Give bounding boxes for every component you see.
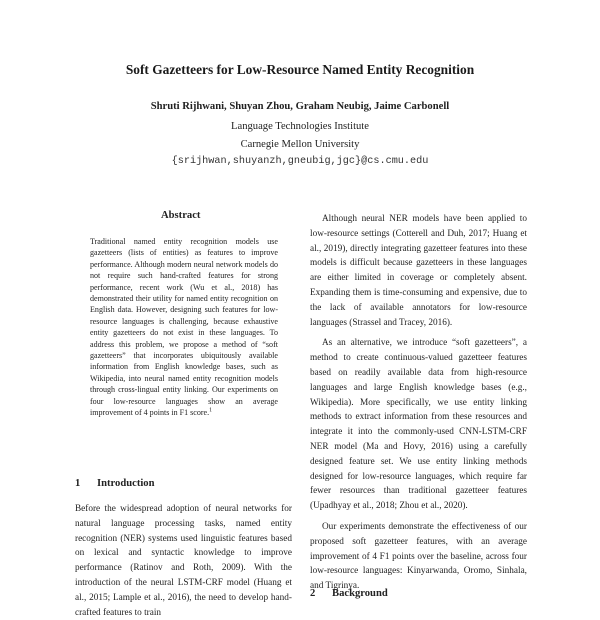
section-heading-introduction	[75, 478, 155, 489]
abstract-text: Traditional named entity recognition models use gazetteers (lists of entities) as features to improve performance. Although modern neural network models do not require such hand-crafted features for strong performance, recent work (Wu et al., 2018) has demonstrated their utility for named entity recognition on English data. However, designing such features for low-resource languages is challenging, because exhaustive entity gazetteers do not exist in these languages. To address this problem, we propose a method of “soft gazetteers” that incorporates ubiquitously available information from English knowledge bases, such as Wikipedia, into neural named entity recognition models through cross-lingual entity linking. Our experiments on four low-resource languages show an average improvement of 4 points in F1 score.	[90, 237, 278, 418]
section-heading-background	[310, 588, 388, 599]
right-paragraph-2: As an alternative, we introduce “soft gazetteers”, a method to create continuous-valued gazetteer features based on readily available data from high-resource languages and large English knowledge bases (e.g., Wikipedia). More specifically, we use entity linking methods to extract information from these resources and integrate it into the commonly-used CNN-LSTM-CRF NER model (Ma and Hovy, 2016) using a carefully designed feature set. We use entity linking methods designed for low-resource languages, which require far fewer resources than traditional gazetteer features (Upadhyay et al., 2018; Zhou et al., 2020).	[310, 338, 527, 512]
author-list: Shruti Rijhwani, Shuyan Zhou, Graham Neubig, Jaime Carbonell	[150, 101, 450, 112]
affiliation-institute: Language Technologies Institute	[231, 121, 369, 132]
right-paragraph-3: Our experiments demonstrate the effectiveness of our proposed soft gazetteer features, with an average improvement of 4 F1 points over the baseline, across four low-resource languages: Kinyarwanda, Oromo, Sinhala, and Tigrinya.	[310, 521, 527, 592]
author-emails: {srijhwan,shuyanzh,gneubig,jgc}@cs.cmu.edu	[171, 156, 429, 167]
right-column-body	[310, 212, 527, 594]
right-paragraph-1: Although neural NER models have been applied to low-resource settings (Cotterell and Duh, 2017; Huang et al., 2019), directly integrating gazetteer features into these models is difficult because gazetteers in these languages are either limited in coverage or completely absent. Expanding them is time-consuming and expensive, due to the lack of available annotators for low-resource languages (Strassel and Tracey, 2016).	[310, 214, 527, 328]
section-title: Introduction	[97, 478, 155, 489]
abstract-heading: Abstract	[161, 210, 201, 221]
left-column-body	[75, 502, 292, 620]
abstract-body	[90, 236, 278, 419]
footnote-mark: 1	[209, 407, 213, 414]
intro-paragraph: Before the widespread adoption of neural networks for natural language processing tasks, named entity recognition (NER) systems used linguistic features based on lexical and syntactic knowledge to improve performance (Ratinov and Roth, 2009). With the introduction of the neural LSTM-CRF model (Huang et al., 2015; Lample et al., 2016), the need to develop hand-crafted features to train	[75, 504, 292, 618]
section-title: Background	[332, 588, 388, 599]
paper-title: Soft Gazetteers for Low-Resource Named Entity Recognition	[125, 62, 475, 77]
section-number: 2	[310, 588, 316, 599]
section-number: 1	[75, 478, 81, 489]
affiliation-university: Carnegie Mellon University	[240, 139, 360, 150]
